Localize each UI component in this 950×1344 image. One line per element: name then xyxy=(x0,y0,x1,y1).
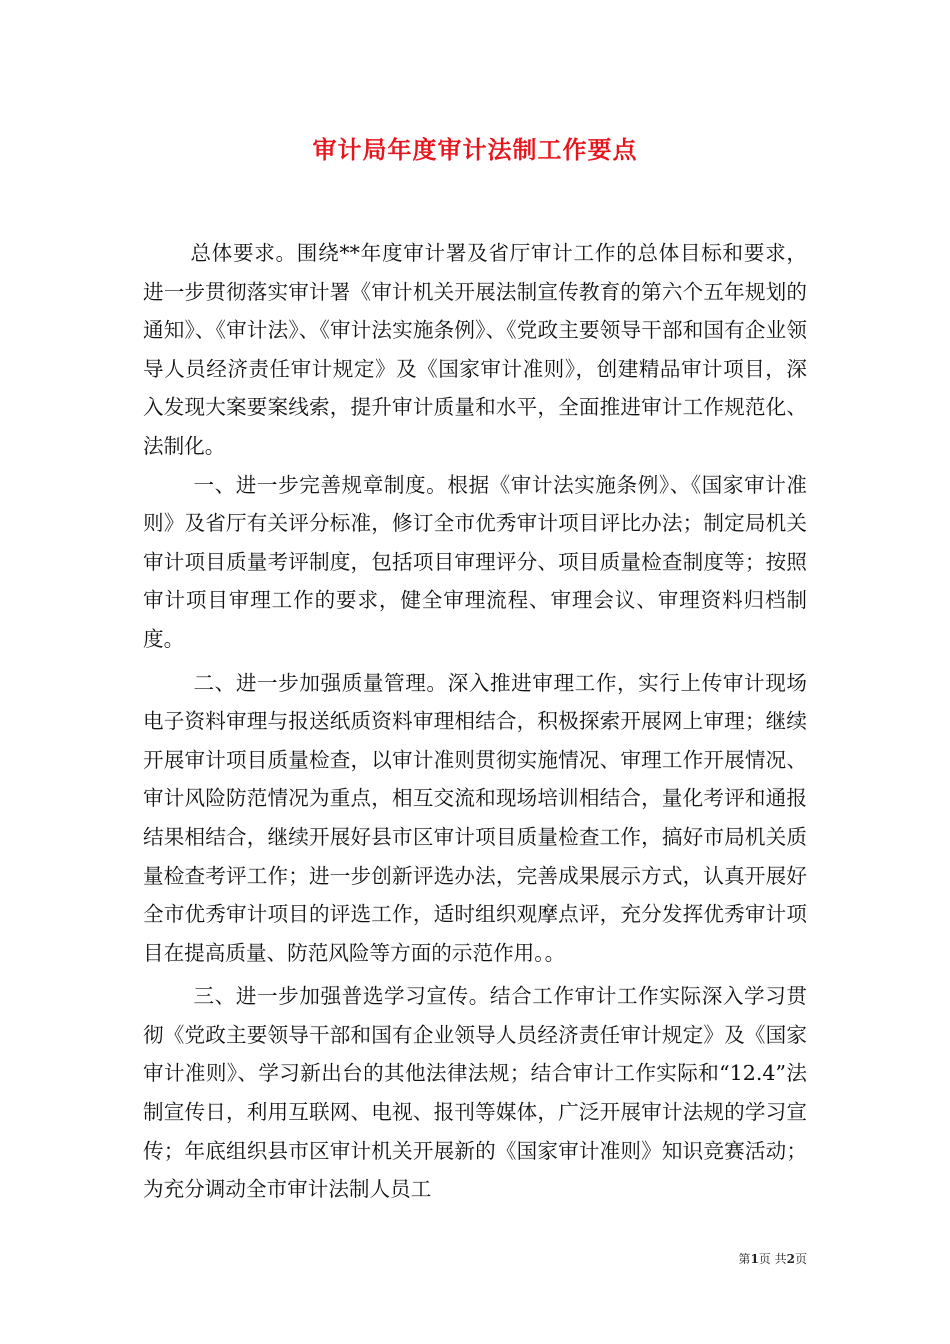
paragraph-section-1: 一、进一步完善规章制度。根据《审计法实施条例》、《国家审计准则》及省厅有关评分标准，修订全市优秀审计项目评比办法；制定局机关审计项目质量考评制度，包括项目审理评分、项目质量检查制度等；按照审计项目审理工作的要求，健全审理流程、审理会议、审理资料归档制度。 xyxy=(143,472,807,651)
document-body xyxy=(143,234,807,1209)
paragraph-section-2: 二、进一步加强质量管理。深入推进审理工作，实行上传审计现场电子资料审理与报送纸质资料审理相结合，积极探索开展网上审理；继续开展审计项目质量检查，以审计准则贯彻实施情况、审理工作开展情况、审计风险防范情况为重点，相互交流和现场培训相结合，量化考评和通报结果相结合，继续开展好县市区审计项目质量检查工作，搞好市局机关质量检查考评工作；进一步创新评选办法，完善成果展示方式，认真开展好全市优秀审计项目的评选工作，适时组织观摩点评，充分发挥优秀审计项目在提高质量、防范风险等方面的示范作用。。 xyxy=(143,670,807,965)
paragraph-overall-requirements: 总体要求。围绕**年度审计署及省厅审计工作的总体目标和要求，进一步贯彻落实审计署《审计机关开展法制宣传教育的第六个五年规划的通知》、《审计法》、《审计法实施条例》、《党政主要领导干部和国有企业领导人员经济责任审计规定》及《国家审计准则》，创建精品审计项目，深入发现大案要案线索，提升审计质量和水平，全面推进审计工作规范化、法制化。 xyxy=(143,241,807,458)
total-pages-number: 2 xyxy=(786,1252,795,1266)
document-title: 审计局年度审计法制工作要点 xyxy=(312,135,638,164)
current-page-number: 1 xyxy=(750,1252,759,1266)
footer-prefix: 第 xyxy=(738,1252,751,1266)
page-footer xyxy=(738,1250,807,1267)
footer-suffix: 页 xyxy=(794,1252,807,1266)
paragraph-section-3: 三、进一步加强普选学习宣传。结合工作审计工作实际深入学习贯彻《党政主要领导干部和国有企业领导人员经济责任审计规定》及《国家审计准则》、学习新出台的其他法律法规；结合审计工作实际和“12.4”法制宣传日，利用互联网、电视、报刊等媒体，广泛开展审计法规的学习宣传；年底组织县市区审计机关开展新的《国家审计准则》知识竞赛活动；为充分调动全市审计法制人员工 xyxy=(143,984,807,1202)
footer-middle: 页 共 xyxy=(758,1252,787,1266)
